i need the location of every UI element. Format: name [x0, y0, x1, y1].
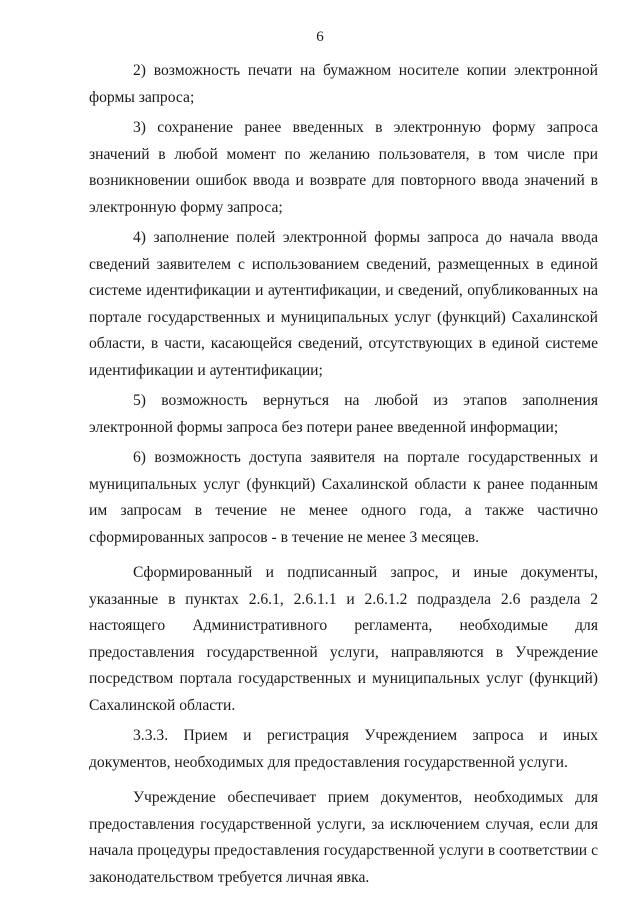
paragraph-item-4: 4) заполнение полей электронной формы запроса до начала ввода сведений заявителем с использованием сведений, размещенных в единой системе идентификации и аутентификации, и сведений, опубликованных на портале государственных и муниципальных услуг (функций) Сахалинской области, в части, касающейся сведений, отсутствующих в единой системе идентификации и аутентификации;	[89, 229, 598, 379]
paragraph-item-3: 3) сохранение ранее введенных в электронную форму запроса значений в любой момент по желанию пользователя, в том числе при возникновении ошибок ввода и возврате для повторного ввода значений в электронную форму запроса;	[89, 119, 598, 216]
paragraph-item-5: 5) возможность вернуться на любой из этапов заполнения электронной формы запроса без потери ранее введенной информации;	[89, 392, 598, 436]
paragraph-item-2: 2) возможность печати на бумажном носителе копии электронной формы запроса;	[89, 62, 598, 106]
page-number: 6	[316, 29, 324, 45]
document-body	[89, 58, 598, 891]
paragraph-section-3-3-3: 3.3.3. Прием и регистрация Учреждением запроса и иных документов, необходимых для предоставления государственной услуги.	[89, 727, 598, 771]
paragraph-item-6: 6) возможность доступа заявителя на портале государственных и муниципальных услуг (функций) Сахалинской области к ранее поданным им запросам в течение не менее одного года, а также частично сформированных запросов - в течение не менее 3 месяцев.	[89, 449, 598, 546]
paragraph-submission: Сформированный и подписанный запрос, и иные документы, указанные в пунктах 2.6.1, 2.6.1.1 и 2.6.1.2 подраздела 2.6 раздела 2 настоящего Административного регламента, необходимые для предоставления государственной услуги, направляются в Учреждение посредством портала государственных и муниципальных услуг (функций) Сахалинской области.	[89, 564, 598, 714]
paragraph-reception: Учреждение обеспечивает прием документов, необходимых для предоставления государственной услуги, за исключением случая, если для начала процедуры предоставления государственной услуги в соответствии с законодательством требуется личная явка.	[89, 789, 598, 886]
